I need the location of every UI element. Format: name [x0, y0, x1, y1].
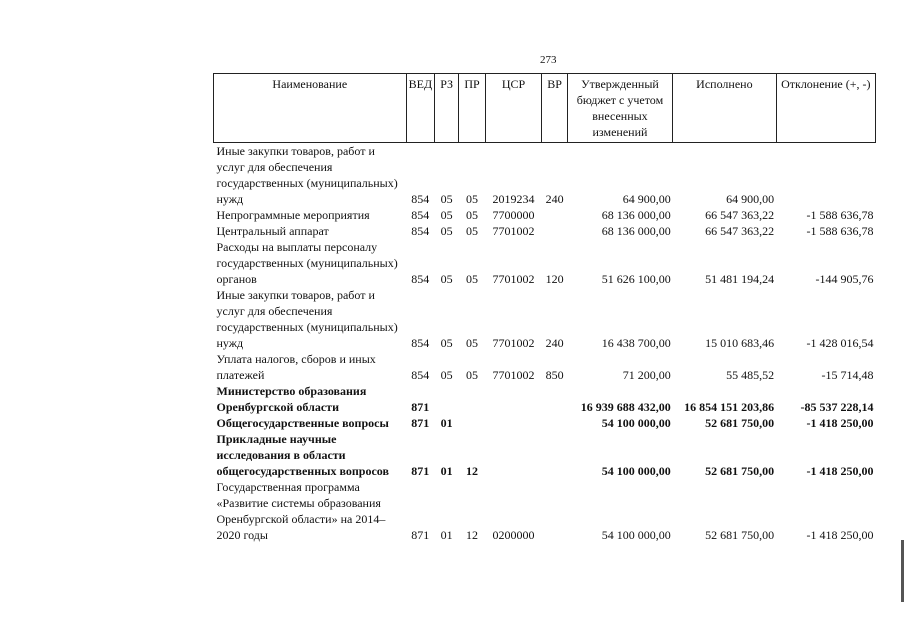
table-header-row: [214, 74, 876, 143]
cell-vr: [542, 415, 567, 431]
table-row: [214, 431, 876, 479]
cell-pr: 05: [465, 208, 478, 222]
cell-deviation: -1 588 636,78: [806, 224, 874, 238]
table-row: [214, 223, 876, 239]
cell-name: Государственная программа «Развитие системы образования Оренбургской области» на 2014–2020 годы: [216, 480, 386, 542]
table-row: [214, 143, 876, 208]
cell-executed: 66 547 363,22: [705, 208, 775, 222]
cell-rz: 05: [440, 368, 453, 382]
cell-executed: 52 681 750,00: [705, 464, 775, 478]
cell-deviation: -1 418 250,00: [806, 416, 874, 430]
cell-ved: 871: [411, 528, 430, 542]
cell-deviation: -1 418 250,00: [806, 528, 874, 542]
cell-name: Министерство образования Оренбургской области: [216, 384, 367, 414]
table-row: [214, 287, 876, 351]
cell-pr: [459, 383, 485, 415]
cell-name: Центральный аппарат: [216, 224, 329, 238]
cell-pr: 05: [465, 336, 478, 350]
cell-vr: [542, 479, 567, 543]
cell-vr: 240: [545, 336, 564, 350]
cell-executed: 15 010 683,46: [705, 336, 775, 350]
cell-ved: 854: [411, 208, 430, 222]
cell-ved: 854: [411, 224, 430, 238]
cell-approved: 71 200,00: [622, 368, 671, 382]
cell-name: Общегосударственные вопросы: [216, 416, 389, 430]
cell-deviation: -1 418 250,00: [806, 464, 874, 478]
cell-executed: 66 547 363,22: [705, 224, 775, 238]
cell-csr: 7701002: [492, 336, 535, 350]
cell-ved: 854: [411, 192, 430, 206]
cell-pr: 05: [465, 192, 478, 206]
cell-deviation: -1 588 636,78: [806, 208, 874, 222]
cell-deviation: [776, 143, 875, 208]
cell-name: Прикладные научные исследования в области общегосударственных вопросов: [216, 432, 389, 478]
cell-pr: [459, 415, 485, 431]
cell-executed: 16 854 151 203,86: [684, 400, 775, 414]
cell-executed: 64 900,00: [726, 192, 775, 206]
cell-ved: 871: [411, 416, 430, 430]
cell-rz: [434, 383, 458, 415]
cell-ved: 871: [411, 464, 430, 478]
cell-vr: [542, 383, 567, 415]
cell-ved: 854: [411, 272, 430, 286]
cell-ved: 854: [411, 336, 430, 350]
cell-rz: 05: [440, 336, 453, 350]
page-number: 273: [540, 54, 557, 66]
cell-pr: 05: [465, 368, 478, 382]
cell-csr: 7701002: [492, 224, 535, 238]
cell-csr: [485, 431, 542, 479]
cell-rz: 01: [440, 416, 453, 430]
cell-vr: [542, 223, 567, 239]
cell-approved: 16 939 688 432,00: [580, 400, 671, 414]
cell-pr: 12: [465, 464, 478, 478]
budget-table-container: [213, 73, 876, 543]
cell-name: Расходы на выплаты персоналу государственных (муниципальных) органов: [216, 240, 398, 286]
cell-csr: 7700000: [492, 208, 535, 222]
header-csr: ЦСР: [485, 74, 542, 143]
header-ved: ВЕД: [406, 74, 434, 143]
table-row: [214, 207, 876, 223]
cell-rz: 05: [440, 272, 453, 286]
cell-ved: 854: [411, 368, 430, 382]
header-pr: ПР: [459, 74, 485, 143]
cell-ved: 871: [411, 400, 430, 414]
cell-pr: 12: [465, 528, 478, 542]
cell-rz: 05: [440, 208, 453, 222]
header-deviation: Отклонение (+, -): [776, 74, 875, 143]
cell-pr: 05: [465, 224, 478, 238]
cell-rz: 05: [440, 192, 453, 206]
cell-deviation: -144 905,76: [815, 272, 874, 286]
cell-rz: 01: [440, 528, 453, 542]
cell-name: Иные закупки товаров, работ и услуг для обеспечения государственных (муниципальных) нужд: [216, 144, 398, 206]
cell-vr: 240: [545, 192, 564, 206]
cell-csr: 7701002: [492, 368, 535, 382]
cell-approved: 64 900,00: [622, 192, 671, 206]
cell-name: Иные закупки товаров, работ и услуг для обеспечения государственных (муниципальных) нужд: [216, 288, 398, 350]
cell-approved: 68 136 000,00: [601, 208, 671, 222]
table-row: [214, 415, 876, 431]
cell-executed: 52 681 750,00: [705, 528, 775, 542]
cell-rz: 05: [440, 224, 453, 238]
cell-deviation: -15 714,48: [821, 368, 874, 382]
cell-vr: 120: [545, 272, 564, 286]
cell-name: Непрограммные мероприятия: [216, 208, 370, 222]
table-row: [214, 351, 876, 383]
cell-approved: 51 626 100,00: [601, 272, 671, 286]
cell-approved: 54 100 000,00: [601, 464, 671, 478]
cell-pr: 05: [465, 272, 478, 286]
cell-rz: 01: [440, 464, 453, 478]
header-name: Наименование: [214, 74, 407, 143]
table-row: [214, 383, 876, 415]
cell-name: Уплата налогов, сборов и иных платежей: [216, 352, 376, 382]
cell-executed: 51 481 194,24: [705, 272, 775, 286]
cell-executed: 52 681 750,00: [705, 416, 775, 430]
cell-csr: 7701002: [492, 272, 535, 286]
cell-approved: 54 100 000,00: [601, 528, 671, 542]
cell-approved: 16 438 700,00: [601, 336, 671, 350]
cell-vr: [542, 207, 567, 223]
cell-csr: [485, 415, 542, 431]
cell-executed: 55 485,52: [726, 368, 775, 382]
table-row: [214, 239, 876, 287]
table-row: [214, 479, 876, 543]
cell-deviation: -85 537 228,14: [800, 400, 874, 414]
header-rz: РЗ: [434, 74, 458, 143]
cell-approved: 68 136 000,00: [601, 224, 671, 238]
header-vr: ВР: [542, 74, 567, 143]
budget-execution-table: [213, 73, 876, 543]
cell-vr: [542, 431, 567, 479]
header-approved: Утвержденный бюджет с учетом внесенных изменений: [567, 74, 672, 143]
cell-approved: 54 100 000,00: [601, 416, 671, 430]
cell-deviation: -1 428 016,54: [806, 336, 874, 350]
cell-csr: 0200000: [492, 528, 535, 542]
cell-vr: 850: [545, 368, 564, 382]
scan-edge-mark: [901, 540, 904, 602]
cell-csr: 2019234: [492, 192, 535, 206]
cell-csr: [485, 383, 542, 415]
header-executed: Исполнено: [673, 74, 776, 143]
